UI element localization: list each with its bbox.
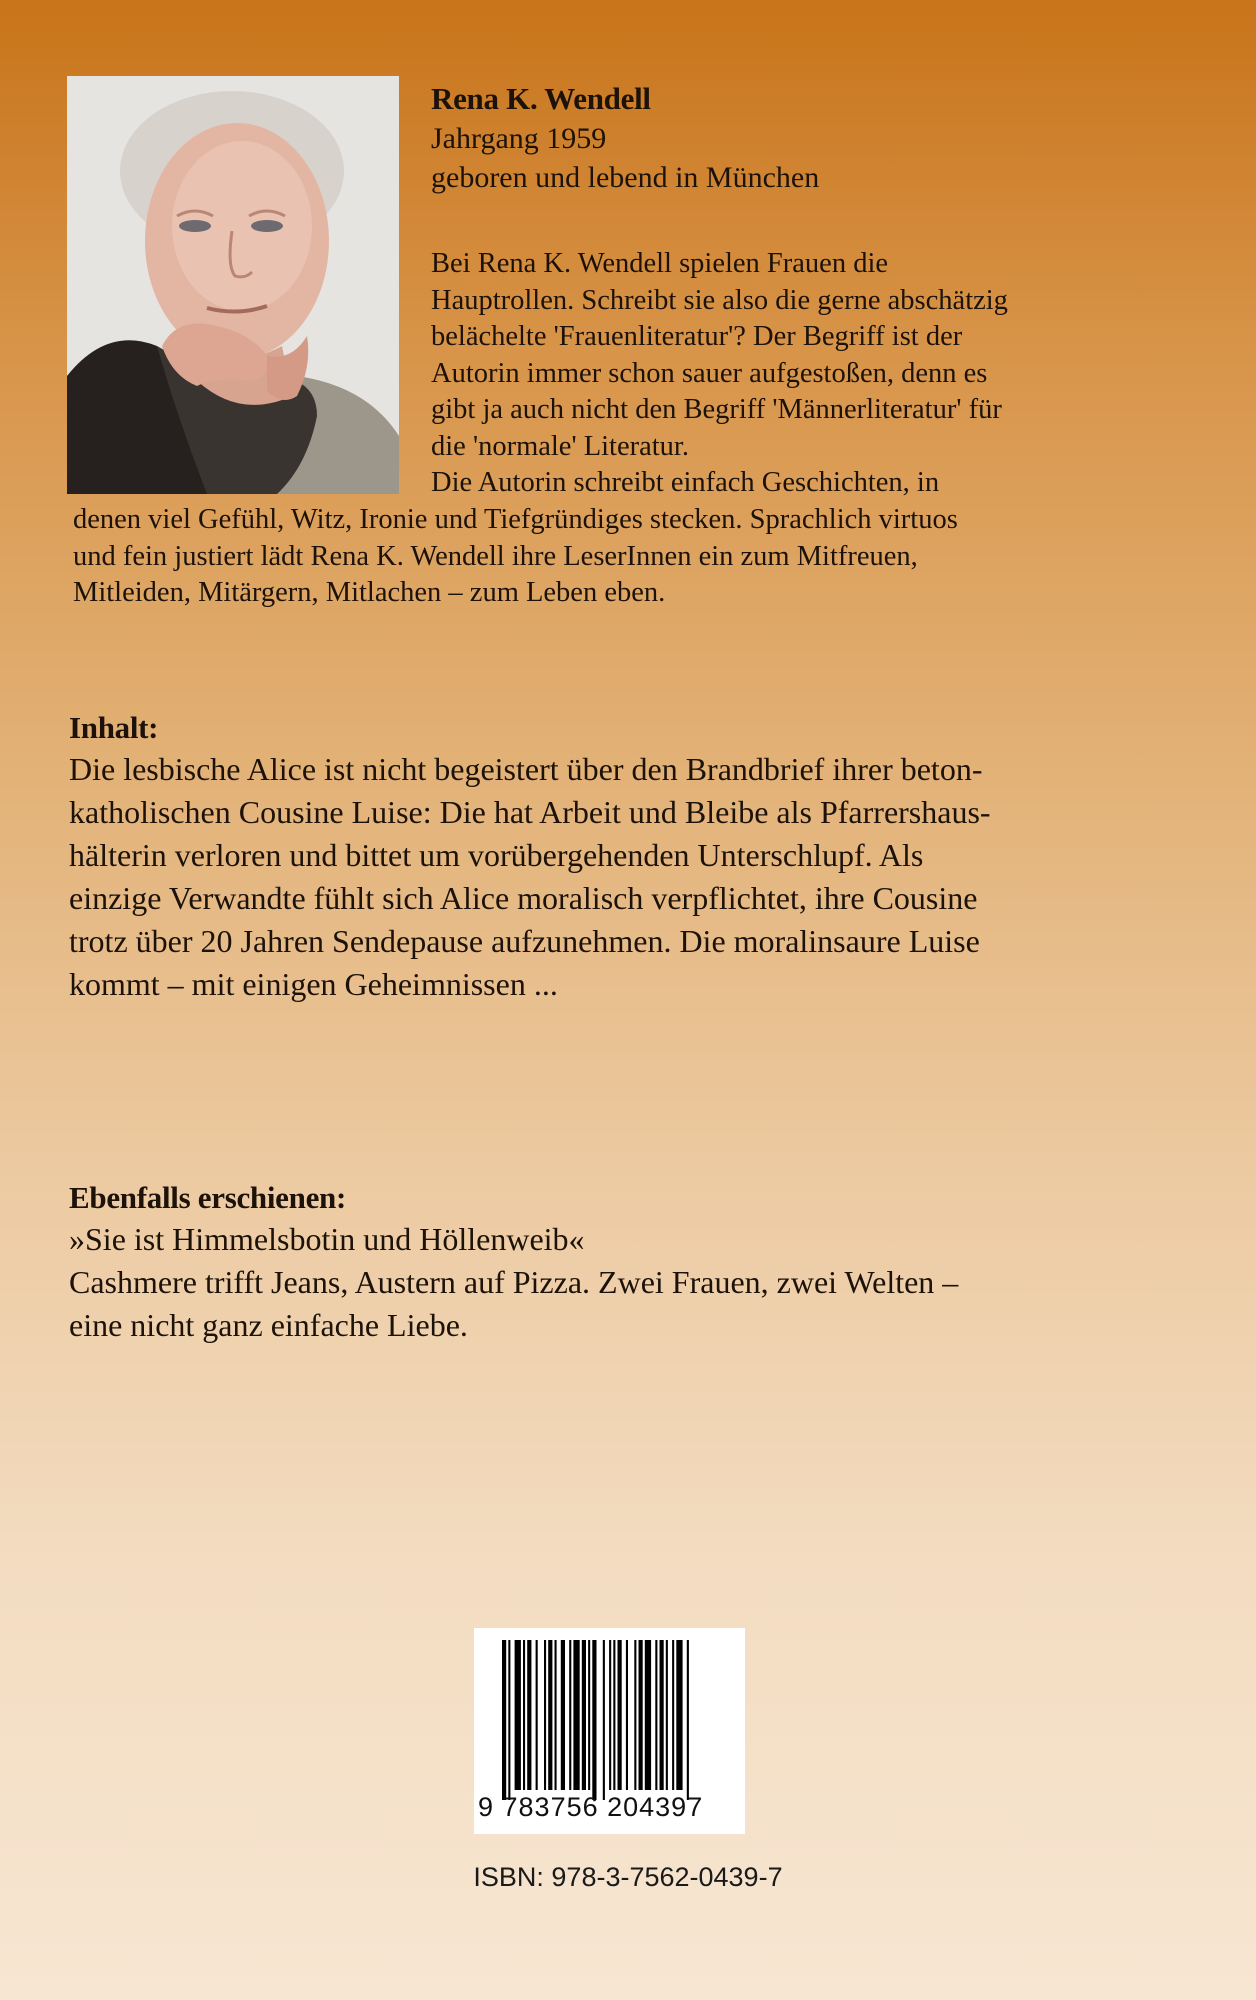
barcode bbox=[474, 1628, 745, 1834]
author-photo bbox=[67, 76, 399, 494]
also-published-heading: Ebenfalls erschienen: bbox=[69, 1180, 346, 1215]
author-bio-beside-photo bbox=[431, 246, 1151, 502]
content-line: kommt – mit einigen Geheimnissen ... bbox=[69, 966, 558, 1003]
content-text bbox=[69, 748, 1179, 1006]
bio-line: belächelte 'Frauenliteratur'? Der Begriff ist der bbox=[431, 321, 963, 352]
bio-line: denen viel Gefühl, Witz, Ironie und Tiefgründiges stecken. Sprachlich virtuos bbox=[73, 504, 958, 535]
bio-line: Die Autorin schreibt einfach Geschichten, in bbox=[431, 467, 940, 498]
bio-line: Mitleiden, Mitärgern, Mitlachen – zum Leben eben. bbox=[73, 577, 666, 608]
bio-line: gibt ja auch nicht den Begriff 'Männerliteratur' für bbox=[431, 394, 1002, 425]
content-line: Die lesbische Alice ist nicht begeistert über den Brandbrief ihrer beton- bbox=[69, 751, 983, 788]
isbn-number: ISBN: 978-3-7562-0439-7 bbox=[473, 1862, 783, 1892]
also-published-line: Cashmere trifft Jeans, Austern auf Pizza. Zwei Frauen, zwei Welten – bbox=[69, 1264, 959, 1301]
content-line: einzige Verwandte fühlt sich Alice moralisch verpflichtet, ihre Cousine bbox=[69, 880, 978, 917]
author-name: Rena K. Wendell bbox=[431, 81, 651, 116]
author-residence: geboren und lebend in München bbox=[431, 160, 820, 194]
content-line: katholischen Cousine Luise: Die hat Arbeit und Bleibe als Pfarrershaus- bbox=[69, 794, 991, 831]
content-line: hälterin verloren und bittet um vorübergehenden Unterschlupf. Als bbox=[69, 837, 924, 874]
bio-line: die 'normale' Literatur. bbox=[431, 430, 689, 462]
barcode-digits: 9 783756 204397 bbox=[478, 1792, 704, 1822]
bio-line: Hauptrollen. Schreibt sie also die gerne abschätzig bbox=[431, 284, 1008, 316]
author-portrait-illustration bbox=[67, 76, 399, 494]
bio-line: und fein justiert lädt Rena K. Wendell ihre LeserInnen ein zum Mitfreuen, bbox=[73, 540, 918, 572]
content-line: trotz über 20 Jahren Sendepause aufzunehmen. Die moralinsaure Luise bbox=[69, 923, 980, 960]
content-heading: Inhalt: bbox=[69, 710, 159, 745]
content-section bbox=[69, 708, 1179, 1006]
bio-line: Bei Rena K. Wendell spielen Frauen die bbox=[431, 248, 889, 279]
also-published-section bbox=[69, 1178, 1179, 1347]
also-published-line: eine nicht ganz einfache Liebe. bbox=[69, 1307, 468, 1344]
author-bio-full-width bbox=[73, 502, 1173, 612]
author-header bbox=[431, 80, 1191, 197]
also-published-title: »Sie ist Himmelsbotin und Höllenweib« bbox=[69, 1221, 585, 1258]
also-published-text bbox=[69, 1218, 1179, 1347]
bio-line: Autorin immer schon sauer aufgestoßen, denn es bbox=[431, 357, 988, 389]
author-birth-year: Jahrgang 1959 bbox=[431, 121, 607, 155]
